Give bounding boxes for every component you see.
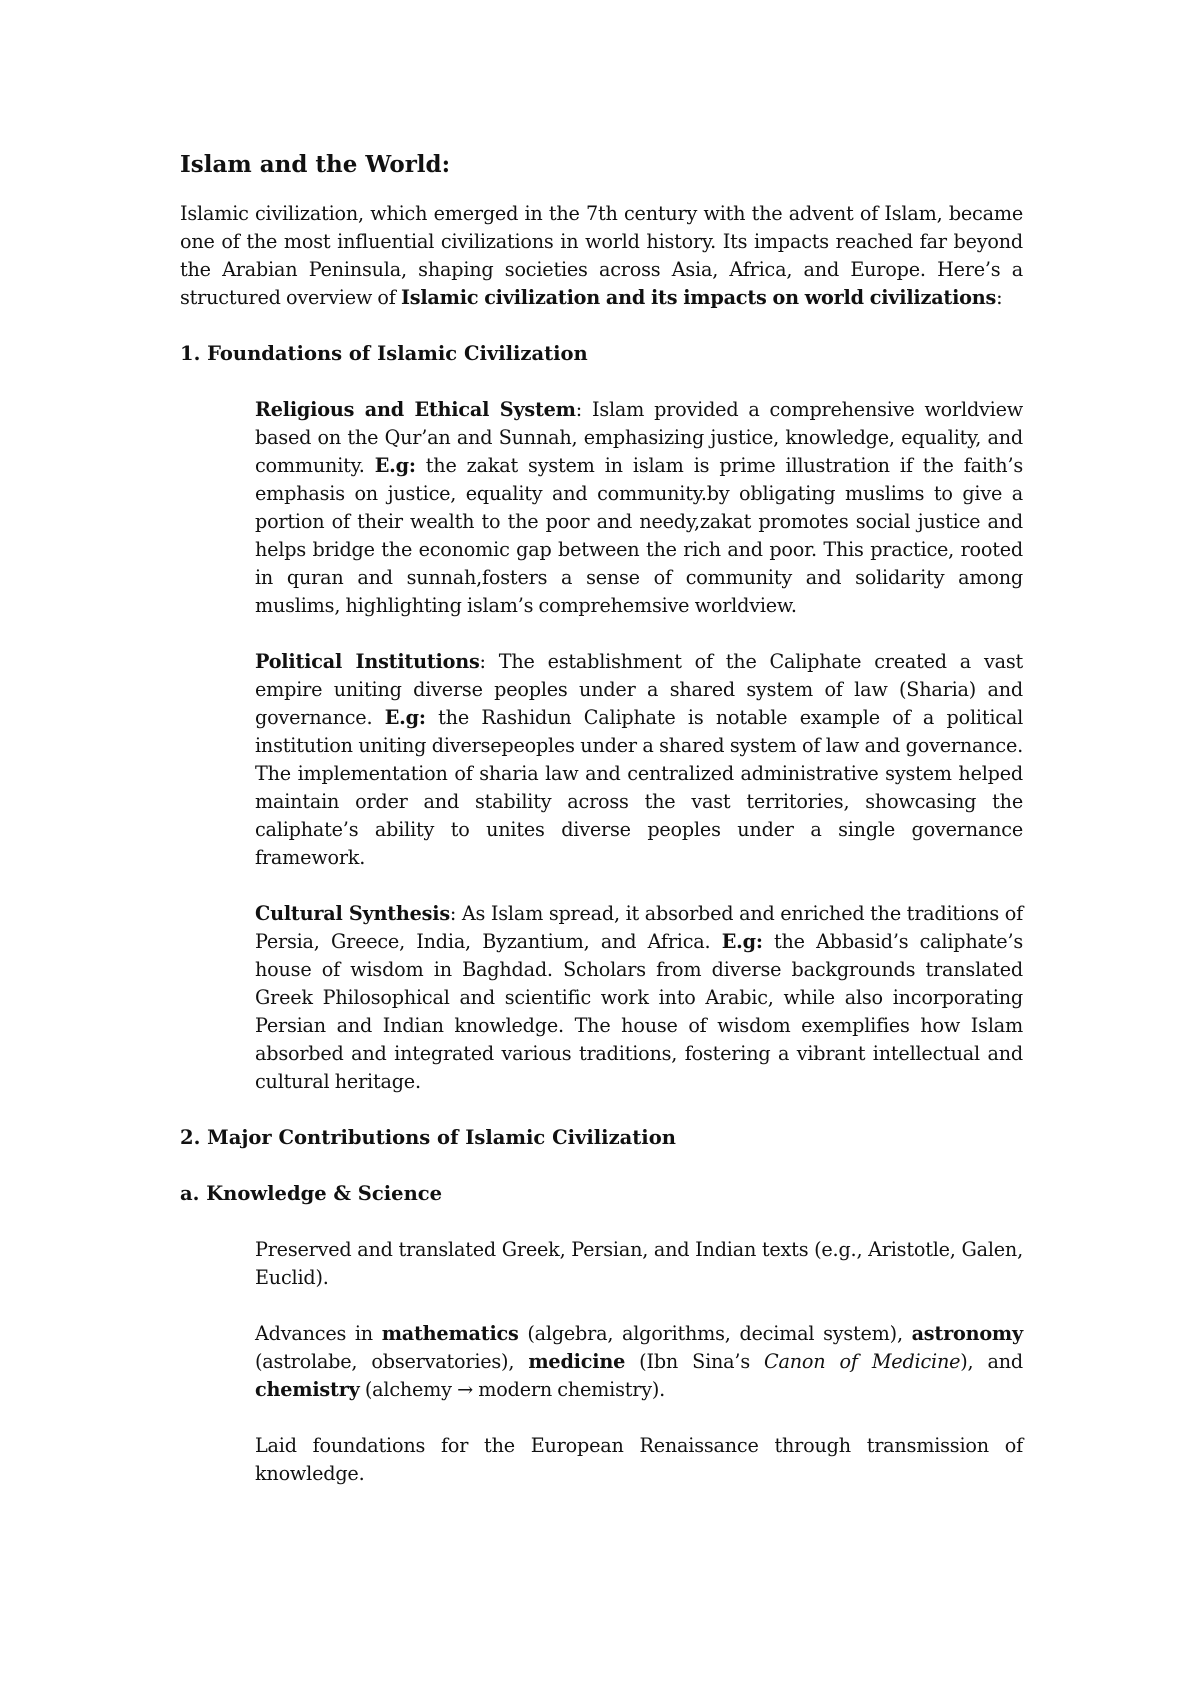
item-text: : As Islam spread, it absorbed and enriched the traditions of Persia, Greece, India, Byzantium, and Africa. bbox=[255, 902, 1023, 953]
example-text: the zakat system in islam is prime illustration if the faith’s emphasis on justice, equality and community.by obligating muslims to give a portion of their wealth to the poor and needy,zakat promotes social justice and helps bridge the economic gap between the rich and poor. This practice, rooted in quran and sunnah,fosters a sense of community and solidarity among muslims, highlighting islam’s comprehemsive worldview. bbox=[255, 454, 1023, 617]
medicine-term: medicine bbox=[528, 1350, 626, 1373]
intro-text-end: : bbox=[996, 286, 1003, 309]
subsection-a-heading: a. Knowledge & Science bbox=[180, 1182, 443, 1205]
section-1-heading: 1. Foundations of Islamic Civilization bbox=[180, 342, 588, 365]
advances-text: Advances in bbox=[255, 1322, 382, 1345]
preserved-texts-paragraph: Preserved and translated Greek, Persian, and Indian texts (e.g., Aristotle, Galen, Euclid). bbox=[255, 1238, 1023, 1289]
advances-text: (Ibn Sina’s bbox=[625, 1350, 765, 1373]
document-title: Islam and the World: bbox=[180, 151, 451, 178]
advances-text: (astrolabe, observatories), bbox=[255, 1350, 529, 1373]
book-title: Canon of Medicine bbox=[764, 1350, 961, 1373]
item-label: Cultural Synthesis bbox=[255, 902, 450, 925]
example-label: E.g: bbox=[374, 454, 416, 477]
item-text: : The establishment of the Caliphate created a vast empire uniting diverse peoples under a shared system of law (Sharia) and governance. bbox=[255, 650, 1023, 729]
example-text: the Rashidun Caliphate is notable example of a political institution uniting diversepeoples under a shared system of law and governance. The implementation of sharia law and centralized administrative system helped maintain order and stability across the vast territories, showcasing the caliphate’s ability to unites diverse peoples under a single governance framework. bbox=[255, 706, 1024, 869]
religious-ethical-paragraph bbox=[255, 396, 1023, 620]
example-label: E.g: bbox=[721, 930, 763, 953]
example-text: the Abbasid’s caliphate’s house of wisdom in Baghdad. Scholars from diverse backgrounds translated Greek Philosophical and scientific work into Arabic, while also incorporating Persian and Indian knowledge. The house of wisdom exemplifies how Islam absorbed and integrated various traditions, fostering a vibrant intellectual and cultural heritage. bbox=[255, 930, 1023, 1093]
advances-text: (algebra, algorithms, decimal system), bbox=[518, 1322, 912, 1345]
cultural-synthesis-paragraph bbox=[255, 900, 1023, 1096]
item-label: Religious and Ethical System bbox=[255, 398, 576, 421]
example-label: E.g: bbox=[384, 706, 426, 729]
document-body bbox=[180, 150, 1023, 1488]
advances-text: (alchemy → modern chemistry). bbox=[359, 1378, 666, 1401]
mathematics-term: mathematics bbox=[381, 1322, 519, 1345]
item-text: : Islam provided a comprehensive worldview based on the Qur’an and Sunnah, emphasizing justice, knowledge, equality, and community. bbox=[255, 398, 1023, 477]
renaissance-paragraph: Laid foundations for the European Renaissance through transmission of knowledge. bbox=[255, 1434, 1023, 1485]
section-2-heading: 2. Major Contributions of Islamic Civilization bbox=[180, 1126, 676, 1149]
item-label: Political Institutions bbox=[255, 650, 480, 673]
intro-text: Islamic civilization, which emerged in the 7th century with the advent of Islam, became one of the most influential civilizations in world history. Its impacts reached far beyond the Arabian Peninsula, shaping societies across Asia, Africa, and Europe. Here’s a structured overview of bbox=[180, 202, 1023, 309]
advances-paragraph bbox=[255, 1320, 1023, 1404]
advances-text: ), and bbox=[960, 1350, 1024, 1373]
chemistry-term: chemistry bbox=[255, 1378, 360, 1401]
intro-paragraph bbox=[180, 200, 1023, 312]
intro-bold-phrase: Islamic civilization and its impacts on world civilizations bbox=[400, 286, 997, 309]
political-institutions-paragraph bbox=[255, 648, 1023, 872]
astronomy-term: astronomy bbox=[911, 1322, 1023, 1345]
